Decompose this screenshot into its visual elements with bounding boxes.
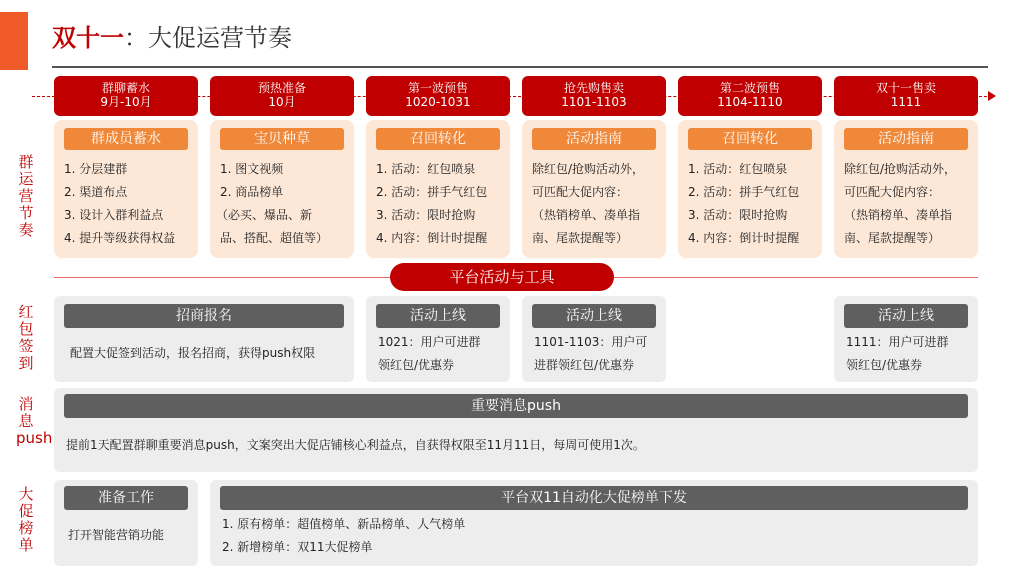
phase-name: 双十一售卖 <box>875 81 936 95</box>
phase-card-3 <box>366 120 510 258</box>
card-line: （必买、爆品、新 <box>216 208 313 222</box>
launch-tag: 活动上线 <box>376 304 500 328</box>
push-box <box>54 388 978 472</box>
card-line: 南、尾款提醒等） <box>532 231 629 245</box>
platform-banner: 平台活动与工具 <box>390 263 614 291</box>
card-line: 2. 活动：拼手气红包 <box>688 185 800 199</box>
phase-name: 第二波预售 <box>719 81 780 95</box>
phase-4 <box>522 76 666 116</box>
card-line: 1. 图文视频 <box>220 162 284 176</box>
card-line: （热销榜单、凑单指 <box>844 208 953 222</box>
card-line: 2. 渠道布点 <box>64 185 128 199</box>
phase-card-2 <box>210 120 354 258</box>
launch-line: 进群领红包/优惠券 <box>534 358 635 372</box>
push-text: 提前1天配置群聊重要消息push，文案突出大促店铺核心利益点，自获得权限至11月11日，每周可使用1次。 <box>66 438 645 452</box>
phase-date: 1101-1103 <box>561 95 627 109</box>
page-title <box>52 22 292 54</box>
launch-line: 领红包/优惠券 <box>378 358 455 372</box>
signup-text: 配置大促签到活动，报名招商，获得push权限 <box>70 346 316 360</box>
launch-box-2 <box>522 296 666 382</box>
phase-date: 10月 <box>268 95 296 109</box>
phase-date: 1104-1110 <box>717 95 783 109</box>
phase-card-6 <box>834 120 978 258</box>
card-tag: 召回转化 <box>376 128 500 150</box>
card-line: 1. 分层建群 <box>64 162 128 176</box>
ranking-line: 2. 新增榜单：双11大促榜单 <box>222 540 373 554</box>
prep-text: 打开智能营销功能 <box>68 528 165 542</box>
prep-tag: 准备工作 <box>64 486 188 510</box>
card-tag: 活动指南 <box>532 128 656 150</box>
title-bold: 双十一 <box>52 24 124 52</box>
card-line: 南、尾款提醒等） <box>844 231 941 245</box>
ranking-tag: 平台双11自动化大促榜单下发 <box>220 486 968 510</box>
card-line: 2. 活动：拼手气红包 <box>376 185 488 199</box>
card-tag: 活动指南 <box>844 128 968 150</box>
section-label-ranking: 大促榜单 <box>18 485 34 554</box>
phase-name: 第一波预售 <box>407 81 468 95</box>
push-tag: 重要消息push <box>64 394 968 418</box>
title-divider <box>52 66 988 68</box>
card-line: 1. 活动：红包喷泉 <box>688 162 788 176</box>
card-tag: 群成员蓄水 <box>64 128 188 150</box>
section-label-group: 群运营节奏 <box>18 153 34 239</box>
card-line: 4. 内容：倒计时提醒 <box>376 231 488 245</box>
card-line: 2. 商品榜单 <box>220 185 284 199</box>
phase-3 <box>366 76 510 116</box>
phase-name: 群聊蓄水 <box>101 81 150 95</box>
phase-2 <box>210 76 354 116</box>
card-line: 1. 活动：红包喷泉 <box>376 162 476 176</box>
card-line: 4. 内容：倒计时提醒 <box>688 231 800 245</box>
card-line: 3. 活动：限时抢购 <box>688 208 788 222</box>
card-line: 除红包/抢购活动外， <box>532 162 645 176</box>
card-line: 可匹配大促内容： <box>532 185 629 199</box>
card-tag: 宝贝种草 <box>220 128 344 150</box>
phase-5 <box>678 76 822 116</box>
title-rest: ：大促运营节奏 <box>124 24 292 52</box>
card-line: 4. 提升等级获得权益 <box>64 231 176 245</box>
phase-1 <box>54 76 198 116</box>
launch-box-3 <box>834 296 978 382</box>
timeline-arrow-head <box>988 91 996 101</box>
phase-date: 1020-1031 <box>405 95 471 109</box>
ranking-line: 1. 原有榜单：超值榜单、新品榜单、人气榜单 <box>222 517 466 531</box>
launch-tag: 活动上线 <box>532 304 656 328</box>
launch-line: 1021：用户可进群 <box>378 335 481 349</box>
launch-box-1 <box>366 296 510 382</box>
phase-card-4 <box>522 120 666 258</box>
card-line: 3. 活动：限时抢购 <box>376 208 476 222</box>
launch-tag: 活动上线 <box>844 304 968 328</box>
card-line: 3. 设计入群利益点 <box>64 208 164 222</box>
launch-line: 1101-1103：用户可 <box>534 335 648 349</box>
section-label-redpacket: 红包签到 <box>18 303 34 372</box>
ranking-box <box>210 480 978 566</box>
phase-card-1 <box>54 120 198 258</box>
card-line: 除红包/抢购活动外， <box>844 162 957 176</box>
phase-6 <box>834 76 978 116</box>
phase-name: 预热准备 <box>257 81 306 95</box>
signup-box <box>54 296 354 382</box>
orange-accent-tab <box>0 12 28 70</box>
phase-date: 1111 <box>890 95 922 109</box>
prep-box <box>54 480 198 566</box>
section-label-push: 消息push <box>16 395 53 447</box>
card-tag: 召回转化 <box>688 128 812 150</box>
phase-card-5 <box>678 120 822 258</box>
card-line: 品、搭配、超值等） <box>220 231 329 245</box>
launch-line: 领红包/优惠券 <box>846 358 923 372</box>
card-line: （热销榜单、凑单指 <box>532 208 641 222</box>
launch-line: 1111：用户可进群 <box>846 335 949 349</box>
phase-name: 抢先购售卖 <box>563 81 624 95</box>
card-line: 可匹配大促内容： <box>844 185 941 199</box>
signup-tag: 招商报名 <box>64 304 344 328</box>
phase-date: 9月-10月 <box>100 95 152 109</box>
